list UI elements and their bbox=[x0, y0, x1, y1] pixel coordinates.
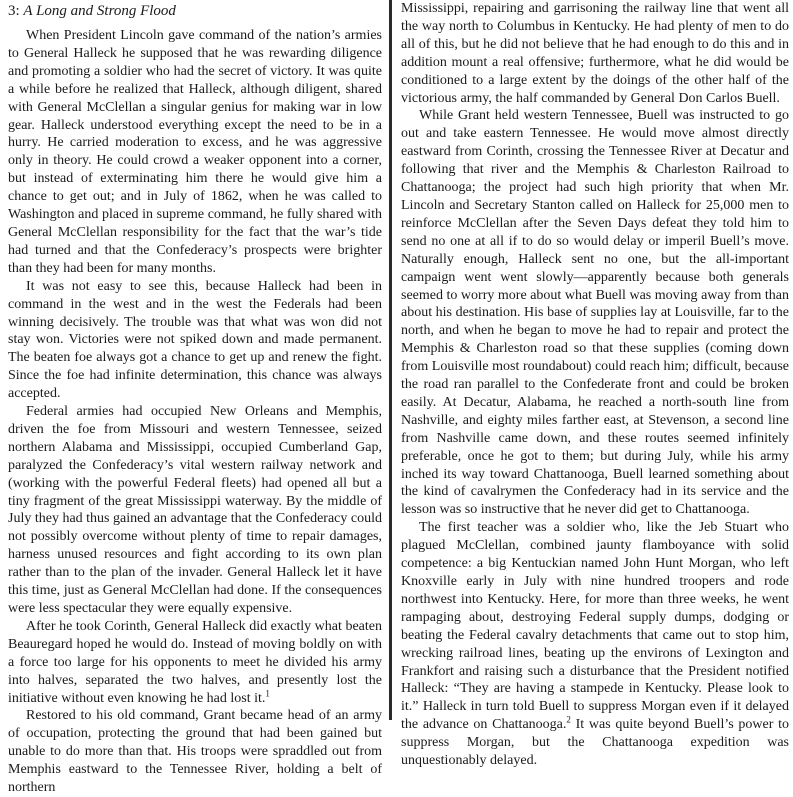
paragraph-text: It was quite beyond Buell’s power to suppress Morgan, but the Chattanooga expedition was unquestionably delayed. bbox=[401, 717, 790, 769]
right-column bbox=[393, 0, 793, 770]
paragraph: When President Lincoln gave command of the nation’s armies to General Halleck he supposed that he was rewarding diligence and promoting a soldier who had the secret of victory. It was quite a while before he realized that Halleck, although diligent, shared with General McClellan a singular genius for making war in low gear. Halleck understood everything except the need to be in a hurry. He carried moderation to excess, and he was aggressive only in theory. He could crowd a weaker opponent into a corner, but instead of exterminating him there he would give him a chance to get out; and in July of 1862, when he was called to Washington and placed in supreme command, he fully shared with General McClellan responsibility for the fact that the war’s tide had turned and that the Confederacy’s prospects were brighter than they had been for many months. bbox=[8, 28, 382, 276]
page-gutter bbox=[389, 0, 392, 720]
paragraph bbox=[8, 618, 382, 708]
paragraph: Mississippi, repairing and garrisoning the railway line that went all the way north to Columbus in Kentucky. He had plenty of men to do all of this, but he did not believe that he had enough to do this and in addition mount a real offensive; furthermore, what he did would be conditioned to a large extent by the doings of the other half of the victorious army, the half commanded by General Don Carlos Buell. bbox=[401, 1, 789, 106]
right-page bbox=[393, 0, 793, 769]
chapter-number: 3: bbox=[8, 3, 20, 19]
paragraph: Restored to his old command, Grant became head of an army of occupation, protecting the ground that had been gained but unable to do more than that. His troops were spraddled out from Memphis eastward to the Tennessee River, holding a belt of northern bbox=[8, 708, 382, 796]
paragraph bbox=[401, 519, 789, 770]
left-column bbox=[0, 0, 388, 797]
left-page bbox=[0, 0, 388, 796]
paragraph-text: The first teacher was a soldier who, like the Jeb Stuart who plagued McClellan, combined jaunty flamboyance with solid competence: a big Kentuckian named John Hunt Morgan, who left Knoxville early in July with nine hundred troopers and rode northwest into Kentucky. Here, for more than three weeks, he went rampaging about, destroying Federal supply dumps, dodging or beating the Federal cavalry detachments that came out to stop him, wrecking railroad lines, beating up the environs of Lexington and Frankfort and raising such a disturbance that the President notified Halleck: “They are having a stampede in Kentucky. Please look to it.” Halleck in turn told Buell to suppress Morgan even if it delayed the advance on Chattanooga. bbox=[401, 520, 789, 733]
chapter-title: A Long and Strong Flood bbox=[23, 3, 176, 19]
paragraph: It was not easy to see this, because Halleck had been in command in the west and in the west the Federals had been winning decisively. The trouble was that what was won did not stay won. Victories were not spiked down and made permanent. The beaten foe always got a chance to get up and renew the fight. Since the foe had infinite determination, this chance was always accepted. bbox=[8, 278, 382, 402]
paragraph: Federal armies had occupied New Orleans and Memphis, driven the foe from Missouri and western Tennessee, seized northern Alabama and Mississippi, occupied Cumberland Gap, paralyzed the Confederacy’s vital western railway network and (working with the powerful Federal fleets) had opened all but a tiny fragment of the great Mississippi waterway. By the middle of July they had thus gained an advantage that the Confederacy could not possibly overcome without plenty of time to repair damages, harness unused resources and fight according to its own plan rather than to the plan of the invader. General Halleck let it have this time, just as General McClellan had done. If the consequences were less spectacular they were equally expensive. bbox=[8, 404, 382, 616]
paragraph-text: After he took Corinth, General Halleck did exactly what beaten Beauregard hoped he would do. Instead of moving boldly on with a force too large for his opponents to meet he divided his army into halves, separated the two halves, and presently lost the initiative without even knowing he had lost it. bbox=[8, 618, 382, 706]
footnote-marker[interactable]: 2 bbox=[566, 714, 571, 725]
chapter-header bbox=[8, 0, 382, 21]
paragraph: While Grant held western Tennessee, Buell was instructed to go out and take eastern Tennessee. He would move almost directly eastward from Corinth, crossing the Tennessee River at Decatur and following that river and the Memphis & Charleston Railroad to Chattanooga; the project had such high priority that when Mr. Lincoln and Secretary Stanton called on Halleck for 25,000 men to reinforce McClellan after the Seven Days defeat they told him to send no one at all if to do so would delay or imperil Buell’s move. Naturally enough, Halleck sent no one, but the all-important campaign went went slowly—apparently because both generals seemed to worry more about what Buell was moving away from than about his destination. His base of supplies lay at Louisville, far to the north, and when he began to move he had to repair and protect the Memphis & Charleston road so that these supplies (coming down from Louisville most roundabout) could reach him; difficult, because the road ran parallel to the Confederate front and could be broken easily. At Decatur, Alabama, he reached a north-south line from Nashville, and eighty miles farther east, at Stevenson, a second line from Nashville came down, and these routes seemed infinitely preferable, once he got to them; but during July, while his army inched its way toward Chattanooga, Buell learned something about the kind of cavalrymen the Confederacy had in its service and the lesson was so instructive that he never did get to Chattanooga. bbox=[401, 108, 789, 518]
footnote-marker[interactable]: 1 bbox=[265, 687, 270, 698]
